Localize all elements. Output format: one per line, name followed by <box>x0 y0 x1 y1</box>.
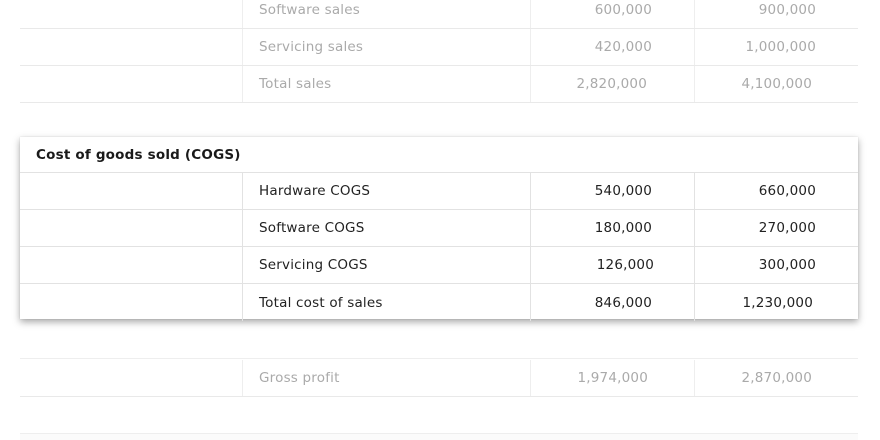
value-year-1: 420,000 <box>530 29 694 65</box>
value-year-2: 270,000 <box>694 210 858 246</box>
divider <box>20 433 858 440</box>
divider <box>20 358 858 359</box>
empty-cell <box>20 360 242 396</box>
row-label: Total cost of sales <box>242 284 530 321</box>
value-year-2: 1,000,000 <box>694 29 858 65</box>
row-label: Servicing COGS <box>242 247 530 283</box>
empty-cell <box>20 247 242 283</box>
empty-cell <box>20 210 242 246</box>
empty-cell <box>20 173 242 209</box>
table-row-software-sales <box>20 0 858 29</box>
table-row-software-cogs <box>20 210 858 247</box>
section-title: Cost of goods sold (COGS) <box>20 137 858 173</box>
row-label: Servicing sales <box>242 29 530 65</box>
value-year-2: 4,100,000 <box>694 66 858 102</box>
empty-cell <box>20 29 242 65</box>
row-label: Gross profit <box>242 360 530 396</box>
value-year-1: 126,000 <box>530 247 694 283</box>
value-year-1: 846,000 <box>530 284 694 321</box>
value-year-2: 300,000 <box>694 247 858 283</box>
cogs-section-card <box>20 137 858 319</box>
row-label: Hardware COGS <box>242 173 530 209</box>
value-year-1: 540,000 <box>530 173 694 209</box>
value-year-1: 600,000 <box>530 0 694 28</box>
row-label: Total sales <box>242 66 530 102</box>
value-year-1: 2,820,000 <box>530 66 694 102</box>
row-label: Software sales <box>242 0 530 28</box>
row-label: Software COGS <box>242 210 530 246</box>
value-year-2: 1,230,000 <box>694 284 858 321</box>
empty-cell <box>20 284 242 321</box>
table-row-total-sales <box>20 66 858 103</box>
table-row-total-cost-of-sales <box>20 284 858 321</box>
value-year-2: 900,000 <box>694 0 858 28</box>
table-row-hardware-cogs <box>20 173 858 210</box>
empty-cell <box>20 0 242 28</box>
empty-cell <box>20 66 242 102</box>
value-year-2: 2,870,000 <box>694 360 858 396</box>
value-year-1: 1,974,000 <box>530 360 694 396</box>
table-row-servicing-cogs <box>20 247 858 284</box>
value-year-2: 660,000 <box>694 173 858 209</box>
table-row-gross-profit <box>20 360 858 397</box>
table-row-servicing-sales <box>20 29 858 66</box>
value-year-1: 180,000 <box>530 210 694 246</box>
